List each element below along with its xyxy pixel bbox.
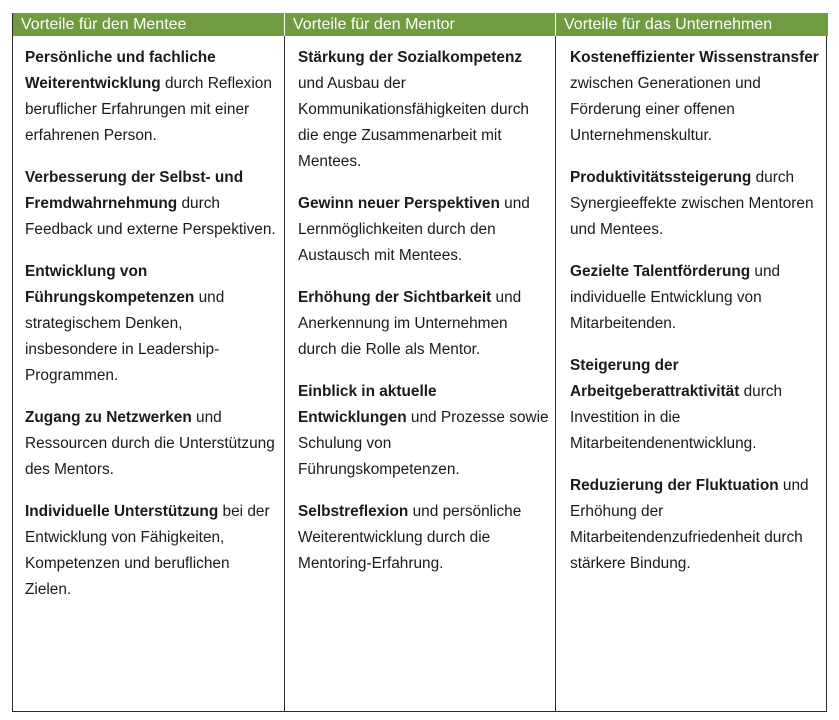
item-text: durch Investition in die Mitarbeitendenentwicklung. [570, 383, 783, 452]
item-highlight: Produktivitätssteigerung [570, 169, 752, 186]
column-header-mentor: Vorteile für den Mentor [284, 13, 555, 36]
list-item [298, 191, 549, 269]
item-text: und persönliche Weiterentwicklung durch die Mentoring-Erfahrung. [298, 503, 522, 572]
column-mentor [284, 36, 555, 711]
item-text: und individuelle Entwicklung von Mitarbeitenden. [570, 263, 781, 332]
item-text: und Ausbau der Kommunikationsfähigkeiten durch die enge Zusammenarbeit mit Mentees. [298, 75, 529, 170]
list-item [298, 379, 549, 483]
item-highlight: Gezielte Talentförderung [570, 263, 751, 280]
item-text: und Erhöhung der Mitarbeitendenzufriedenheit durch stärkere Bindung. [570, 477, 809, 572]
item-highlight: Persönliche und fachliche Weiterentwicklung [25, 49, 216, 92]
item-highlight: Einblick in aktuelle Entwicklungen [298, 383, 437, 426]
item-text: bei der Entwicklung von Fähigkeiten, Kompetenzen und beruflichen Zielen. [25, 503, 270, 598]
item-text: und Ressourcen durch die Unterstützung des Mentors. [25, 409, 275, 478]
item-highlight: Individuelle Unterstützung [25, 503, 219, 520]
item-highlight: Zugang zu Netzwerken [25, 409, 192, 426]
list-item [570, 45, 822, 149]
item-highlight: Reduzierung der Fluktuation [570, 477, 779, 494]
column-header-mentee: Vorteile für den Mentee [13, 13, 284, 36]
item-text: und Prozesse sowie Schulung von Führungskompetenzen. [298, 409, 549, 478]
item-text: durch Feedback und externe Perspektiven. [25, 195, 276, 238]
item-text: durch Reflexion beruflicher Erfahrungen mit einer erfahrenen Person. [25, 75, 272, 144]
list-item [25, 165, 278, 243]
list-item [298, 285, 549, 363]
list-item [25, 405, 278, 483]
column-header-company: Vorteile für das Unternehmen [555, 13, 828, 36]
column-company [555, 36, 828, 711]
item-text: durch Synergieeffekte zwischen Mentoren und Mentees. [570, 169, 814, 238]
list-item [570, 473, 822, 577]
list-item [570, 165, 822, 243]
list-item [25, 499, 278, 603]
item-highlight: Kosteneffizienter Wissenstransfer [570, 49, 819, 66]
item-text: zwischen Generationen und Förderung einer offenen Unternehmenskultur. [570, 75, 761, 144]
list-item [570, 353, 822, 457]
benefits-table [12, 13, 827, 712]
item-highlight: Erhöhung der Sichtbarkeit [298, 289, 492, 306]
list-item [25, 259, 278, 389]
item-text: und Lernmöglichkeiten durch den Austausch mit Mentees. [298, 195, 530, 264]
item-highlight: Steigerung der Arbeitgeberattraktivität [570, 357, 740, 400]
item-text: und strategischem Denken, insbesondere in Leadership-Programmen. [25, 289, 225, 384]
list-item [570, 259, 822, 337]
item-text: und Anerkennung im Unternehmen durch die Rolle als Mentor. [298, 289, 522, 358]
item-highlight: Selbstreflexion [298, 503, 409, 520]
column-mentee [13, 36, 284, 711]
item-highlight: Gewinn neuer Perspektiven [298, 195, 500, 212]
list-item [25, 45, 278, 149]
list-item [298, 499, 549, 577]
list-item [298, 45, 549, 175]
item-highlight: Entwicklung von Führungskompetenzen [25, 263, 195, 306]
item-highlight: Verbesserung der Selbst- und Fremdwahrnehmung [25, 169, 244, 212]
item-highlight: Stärkung der Sozialkompetenz [298, 49, 523, 66]
